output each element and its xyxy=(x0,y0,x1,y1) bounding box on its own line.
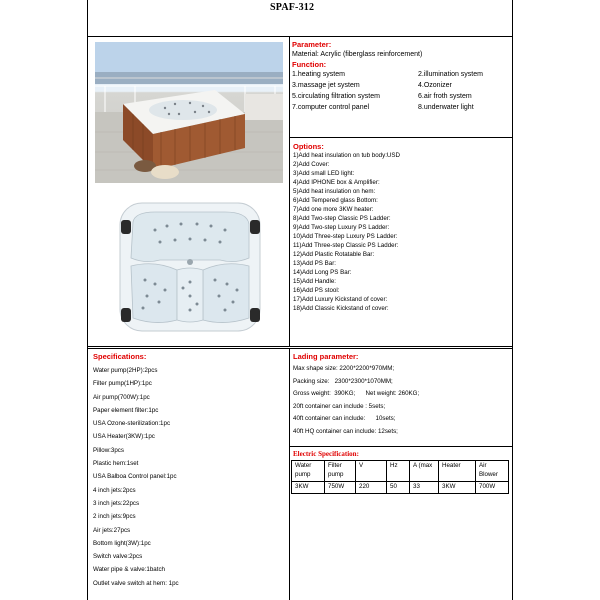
grid-line-mid-1 xyxy=(87,346,513,347)
spec-item: Paper element filter:1pc xyxy=(93,406,159,414)
function-item: 5.circulating filtration system xyxy=(292,93,380,100)
electric-value-cell: 3KW xyxy=(439,482,476,494)
options-section xyxy=(293,142,400,313)
parameter-heading: Parameter: xyxy=(292,40,332,49)
lading-line: Max shape size: 2200*2200*970MM; xyxy=(293,365,395,372)
electric-header-cell: Air Blower xyxy=(476,461,509,482)
function-item: 8.underwater light xyxy=(418,104,474,111)
grid-line-middle-top xyxy=(289,36,290,346)
spec-item: 4 inch jets:2pcs xyxy=(93,486,136,494)
function-row xyxy=(292,91,512,102)
function-item: 7.computer control panel xyxy=(292,104,370,111)
parameter-section xyxy=(292,40,512,113)
option-item: 9)Add Two-step Luxury PS Ladder: xyxy=(293,224,390,231)
spec-item: Filter pump(1HP):1pc xyxy=(93,380,152,388)
spec-item: Switch valve:2pcs xyxy=(93,553,143,561)
electric-spec-table xyxy=(291,460,509,494)
function-item: 3.massage jet system xyxy=(292,82,360,89)
option-item: 11)Add Three-step Classic PS Ladder: xyxy=(293,242,399,249)
option-item: 5)Add heat insulation on hem: xyxy=(293,188,376,195)
hot-tub-terrace-illustration xyxy=(95,42,283,183)
lading-line: 40ft HQ container can include: 12sets; xyxy=(293,427,398,435)
spec-item: USA Balboa Control panel:1pc xyxy=(93,473,177,481)
spec-item: 2 inch jets:9pcs xyxy=(93,513,136,521)
option-item: 13)Add PS Bar: xyxy=(293,260,336,267)
electric-header-cell: Heater xyxy=(439,461,476,482)
electric-value-cell: 50 xyxy=(387,482,410,494)
option-item: 2)Add Cover: xyxy=(293,161,330,168)
grid-line-mid-2 xyxy=(87,348,513,349)
option-item: 3)Add small LED light: xyxy=(293,170,355,177)
function-item: 4.Ozonizer xyxy=(418,82,452,89)
electric-value-cell: 3KW xyxy=(292,482,325,494)
lading-line: Gross weight: 390KG; Net weight: 260KG; xyxy=(293,390,420,397)
function-row xyxy=(292,80,512,91)
grid-line-title xyxy=(87,36,513,37)
electric-header-cell: A (max xyxy=(410,461,439,482)
electric-value-row xyxy=(292,482,509,494)
hot-tub-top-view-illustration xyxy=(115,200,265,335)
electric-header-cell: Filter pump xyxy=(325,461,356,482)
product-title: SPAF-312 xyxy=(270,2,315,13)
function-item: 6.air froth system xyxy=(418,93,472,100)
option-item: 1)Add heat insulation on tub body:USD xyxy=(293,152,400,159)
option-item: 17)Add Luxury Kickstand of cover: xyxy=(293,296,388,303)
material-line: Material: Acrylic (fiberglass reinforcement) xyxy=(292,51,423,58)
spec-item: 3 inch jets:22pcs xyxy=(93,499,140,507)
electric-heading: Electric Specification: xyxy=(293,450,359,458)
spec-item: Water pump(2HP):2pcs xyxy=(93,367,158,374)
electric-value-cell: 33 xyxy=(410,482,439,494)
function-item: 2.illumination system xyxy=(418,71,483,78)
function-heading: Function: xyxy=(292,60,327,69)
option-item: 6)Add Tempered glass Bottom: xyxy=(293,197,378,204)
option-item: 8)Add Two-step Classic PS Ladder: xyxy=(293,215,391,222)
electric-value-cell: 220 xyxy=(356,482,387,494)
option-item: 14)Add Long PS Bar: xyxy=(293,269,352,276)
spec-item: Water pipe & valve:1batch xyxy=(93,566,165,574)
spec-item: USA Ozone-sterilization:1pc xyxy=(93,420,171,428)
option-item: 15)Add Handle: xyxy=(293,278,336,285)
hot-tub-terrace-photo xyxy=(95,42,283,183)
lading-line: Packing size: 2300*2300*1070MM; xyxy=(293,377,393,385)
grid-line-right xyxy=(512,0,513,600)
option-item: 10)Add Three-step Luxury PS Ladder: xyxy=(293,233,398,240)
electric-header-cell: V xyxy=(356,461,387,482)
grid-line-middle-bottom xyxy=(289,348,290,600)
electric-header-cell: Water pump xyxy=(292,461,325,482)
specifications-heading: Specifications: xyxy=(93,352,147,361)
electric-header-cell: Hz xyxy=(387,461,410,482)
function-row xyxy=(292,102,512,113)
lading-heading: Lading parameter: xyxy=(293,352,359,361)
function-row xyxy=(292,69,512,80)
option-item: 7)Add one more 3KW heater: xyxy=(293,206,374,213)
specifications-section xyxy=(93,352,179,590)
option-item: 4)Add IPHONE box & Amplifier: xyxy=(293,179,380,186)
spec-item: Air pump(700W):1pc xyxy=(93,393,150,401)
spec-item: USA Heater(3KW):1pc xyxy=(93,433,155,441)
function-list xyxy=(292,69,512,113)
option-item: 12)Add Plastic Rotatable Bar: xyxy=(293,251,375,258)
function-item: 1.heating system xyxy=(292,71,345,78)
spec-item: Outlet valve switch at hem: 1pc xyxy=(93,579,179,587)
spec-item: Plastic hem:1set xyxy=(93,460,139,468)
lading-line: 40ft container can include: 10sets; xyxy=(293,415,396,422)
option-item: 16)Add PS stool: xyxy=(293,287,340,294)
options-heading: Options: xyxy=(293,142,324,151)
spec-item: Bottom light(3W):1pc xyxy=(93,539,151,547)
spec-item: Air jets:27pcs xyxy=(93,526,131,534)
spec-item: Pillow:3pcs xyxy=(93,446,124,454)
electric-value-cell: 700W xyxy=(476,482,509,494)
lading-section xyxy=(293,352,419,438)
grid-line-electric xyxy=(289,446,513,447)
grid-line-function xyxy=(289,137,513,138)
hot-tub-top-view-photo xyxy=(115,200,265,335)
grid-line-left xyxy=(87,0,88,600)
option-item: 18)Add Classic Kickstand of cover: xyxy=(293,305,389,312)
electric-header-row xyxy=(292,461,509,482)
lading-line: 20ft container can include : 5sets; xyxy=(293,402,386,410)
electric-value-cell: 750W xyxy=(325,482,356,494)
